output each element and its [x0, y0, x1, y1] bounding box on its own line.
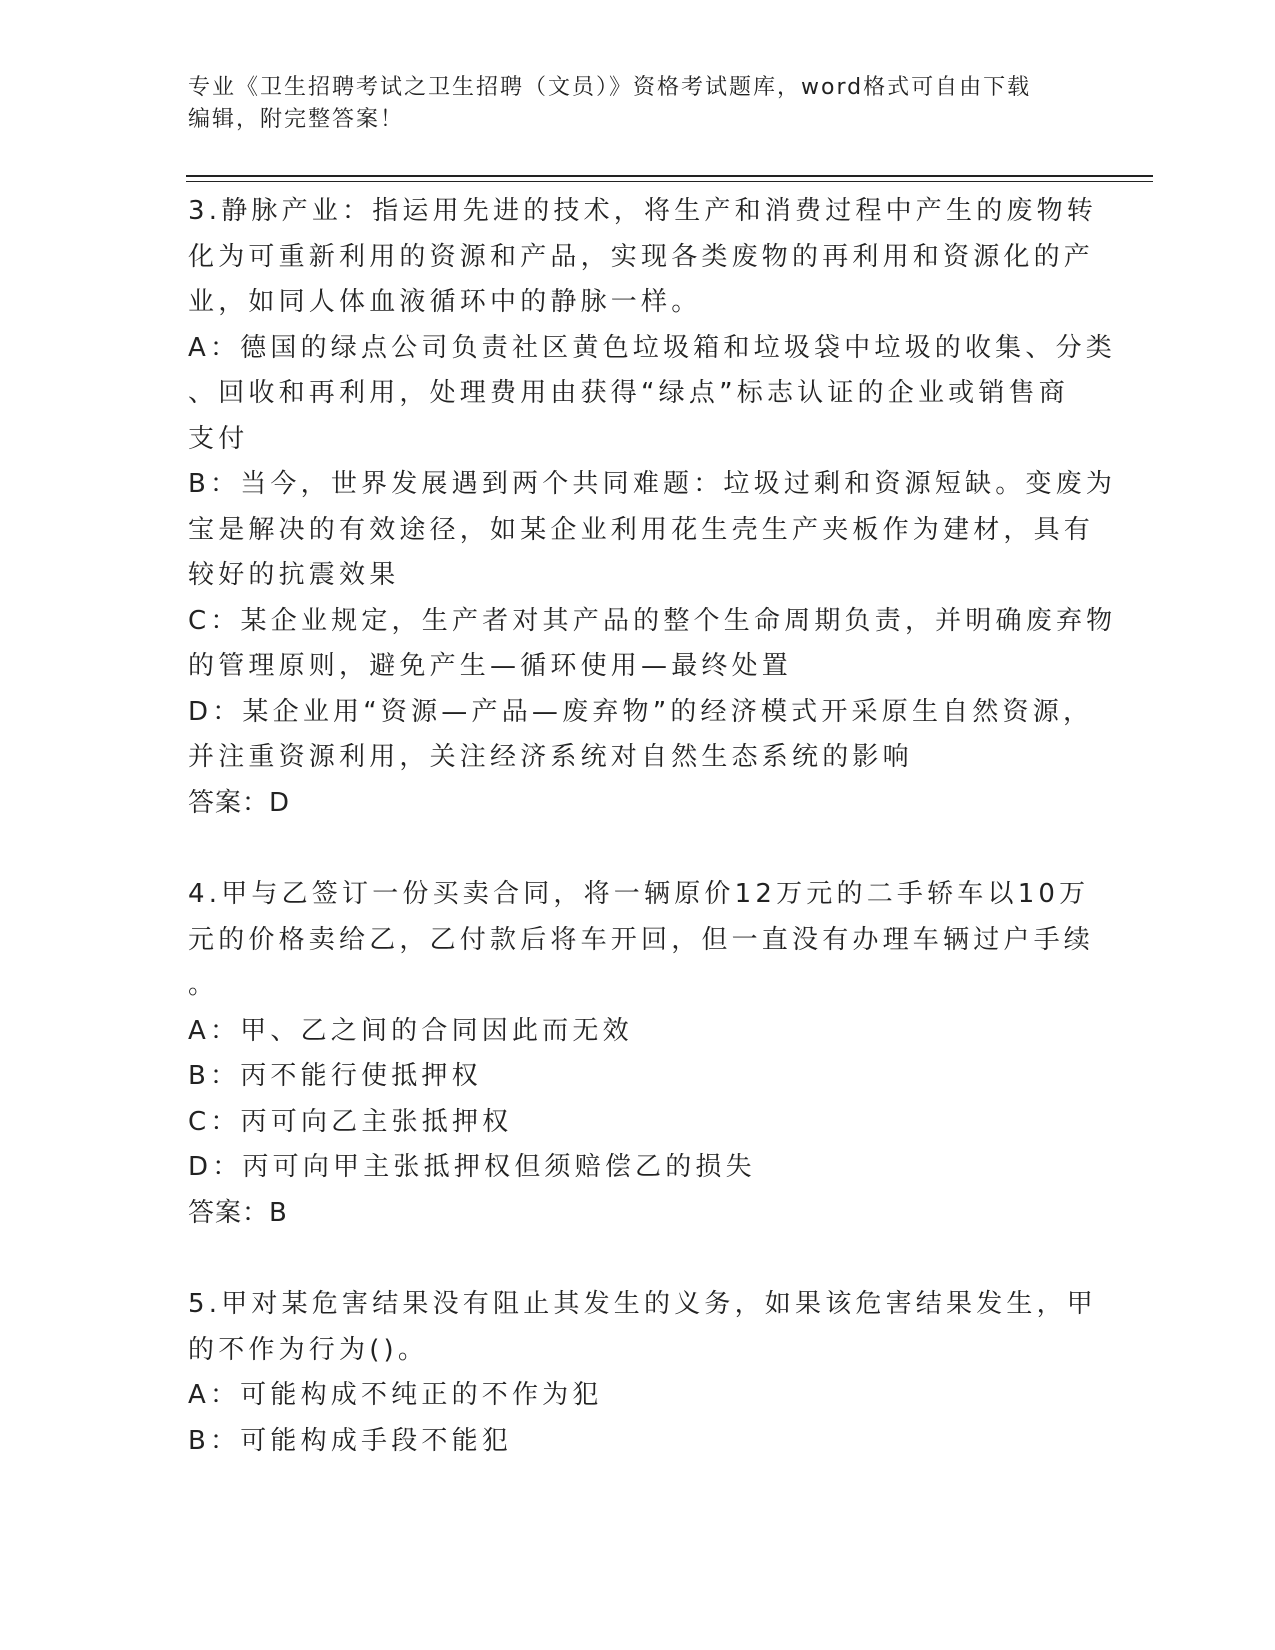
question-3-option-d-line-1: D：某企业用“资源—产品—废弃物”的经济模式开采原生自然资源，	[188, 696, 1094, 727]
question-4-answer: 答案：B	[188, 1197, 288, 1228]
question-3-option-c-line-1: C：某企业规定，生产者对其产品的整个生命周期负责，并明确废弃物	[188, 605, 1117, 636]
question-3-option-d-line-2: 并注重资源利用，关注经济系统对自然生态系统的影响	[188, 742, 913, 772]
header-line-1: 专业《卫生招聘考试之卫生招聘（文员）》资格考试题库，word格式可自由下载	[188, 75, 1032, 100]
question-4-option-a: A：甲、乙之间的合同因此而无效	[188, 1015, 633, 1046]
question-3	[188, 189, 1117, 826]
question-3-option-a-line-1: A：德国的绿点公司负责社区黄色垃圾箱和垃圾袋中垃圾的收集、分类	[188, 332, 1116, 363]
question-3-option-b-line-3: 较好的抗震效果	[188, 560, 400, 590]
question-spacer	[188, 1236, 1068, 1282]
question-5-stem-line-1: 5.甲对某危害结果没有阻止其发生的义务，如果该危害结果发生，甲	[188, 1289, 1098, 1319]
question-4-option-b: B：丙不能行使抵押权	[188, 1061, 482, 1091]
question-5	[188, 1282, 1098, 1464]
question-3-option-a-line-3: 支付	[188, 423, 249, 454]
question-5-option-a: A：可能构成不纯正的不作为犯	[188, 1380, 603, 1410]
question-4-option-d: D：丙可向甲主张抵押权但须赔偿乙的损失	[188, 1152, 756, 1182]
question-3-stem-line-3: 业，如同人体血液循环中的静脉一样。	[188, 287, 702, 317]
question-3-option-b-line-1: B：当今，世界发展遇到两个共同难题：垃圾过剩和资源短缺。变废为	[188, 469, 1117, 499]
question-4	[188, 872, 1095, 1236]
question-5-option-b: B：可能构成手段不能犯	[188, 1425, 513, 1456]
question-3-stem-line-1: 3.静脉产业：指运用先进的技术，将生产和消费过程中产生的废物转	[188, 196, 1098, 226]
question-list	[188, 189, 1117, 1464]
header-divider-thick	[186, 175, 1153, 177]
question-spacer	[188, 826, 1068, 872]
question-3-option-b-line-2: 宝是解决的有效途径，如某企业利用花生壳生产夹板作为建材，具有	[188, 514, 1095, 545]
header-line-2: 编辑，附完整答案！	[188, 107, 405, 132]
question-3-stem-line-2: 化为可重新利用的资源和产品，实现各类废物的再利用和资源化的产	[188, 241, 1095, 272]
question-3-answer: 答案：D	[188, 787, 291, 818]
header-divider-thin	[186, 181, 1153, 182]
question-4-stem-line-1: 4.甲与乙签订一份买卖合同，将一辆原价12万元的二手轿车以10万	[188, 879, 1090, 909]
question-4-stem-line-2: 元的价格卖给乙，乙付款后将车开回，但一直没有办理车辆过户手续	[188, 924, 1095, 955]
question-3-option-a-line-2: 、回收和再利用，处理费用由获得“绿点”标志认证的企业或销售商	[188, 378, 1069, 408]
document-header	[188, 72, 1088, 136]
question-3-option-c-line-2: 的管理原则，避免产生—循环使用—最终处置	[188, 651, 793, 681]
question-4-option-c: C：丙可向乙主张抵押权	[188, 1106, 513, 1137]
question-5-stem-line-2: 的不作为行为()。	[188, 1334, 429, 1365]
question-4-stem-line-3: 。	[188, 970, 219, 1000]
